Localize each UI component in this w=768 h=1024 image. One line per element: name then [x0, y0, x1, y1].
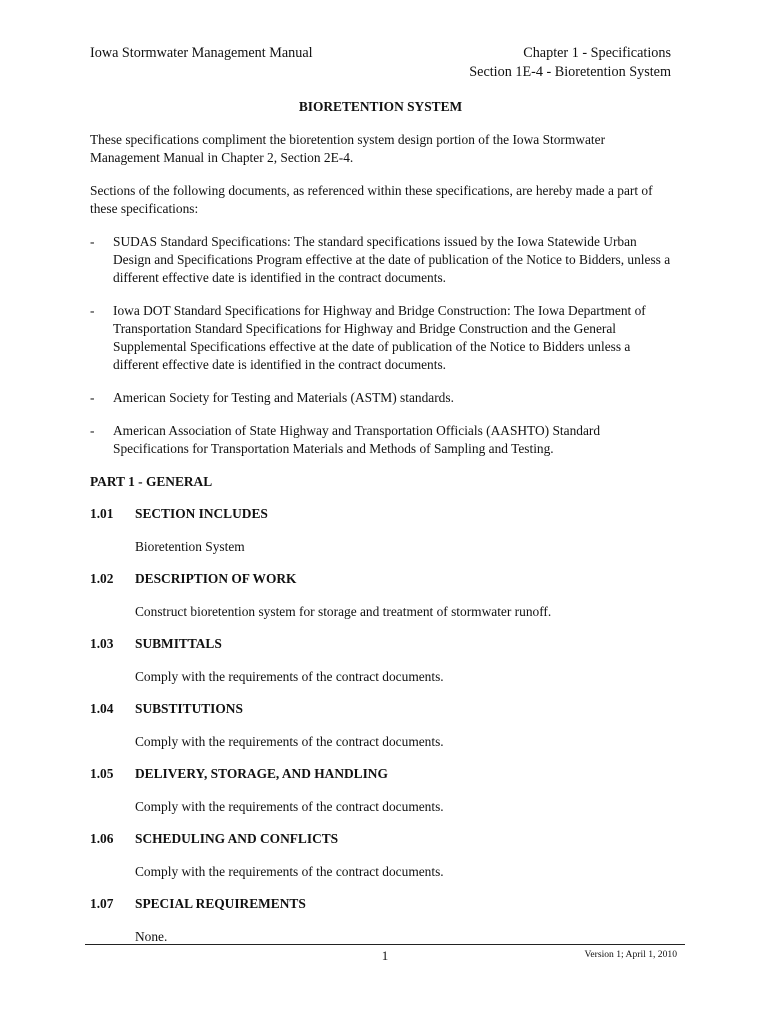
list-item — [90, 389, 671, 407]
intro-paragraph-2: Sections of the following documents, as referenced within these specifications, are hereby made a part of these specifications: — [90, 183, 653, 216]
section-1-03 — [90, 635, 671, 686]
header-manual-title: Iowa Stormwater Management Manual — [90, 45, 313, 61]
document-page — [90, 44, 671, 946]
section-heading — [90, 700, 671, 718]
section-1-04 — [90, 700, 671, 751]
section-number: 1.01 — [90, 506, 114, 521]
section-1-05 — [90, 765, 671, 816]
page-number: 1 — [381, 948, 389, 963]
bullet-dash: - — [90, 390, 95, 405]
running-header — [90, 44, 671, 63]
section-title: DESCRIPTION OF WORK — [135, 571, 297, 586]
section-heading — [90, 830, 671, 848]
bullet-dash: - — [90, 234, 95, 249]
intro-paragraph-1: These specifications compliment the bioretention system design portion of the Iowa Stormwater Management Manual in Chapter 2, Section 2E-4. — [90, 132, 606, 165]
section-body: Comply with the requirements of the contract documents. — [135, 799, 444, 814]
section-1-01 — [90, 505, 671, 556]
list-item-text: SUDAS Standard Specifications: The standard specifications issued by the Iowa Statewide Urban Design and Specifications Program effective at the date of publication of the Notice to Bidders, unless a different effective date is identified in the contract documents. — [113, 234, 671, 285]
section-title: SCHEDULING AND CONFLICTS — [135, 831, 339, 846]
reference-list — [90, 233, 671, 458]
section-heading — [90, 505, 671, 523]
section-1-07 — [90, 895, 671, 946]
section-body: Comply with the requirements of the contract documents. — [135, 669, 444, 684]
section-title: SUBMITTALS — [135, 636, 222, 651]
version-label: Version 1; April 1, 2010 — [584, 949, 677, 960]
list-item-text: American Association of State Highway and Transportation Officials (AASHTO) Standard Specifications for Transportation Materials and Methods of Sampling and Testing. — [113, 423, 601, 456]
section-body: Bioretention System — [135, 539, 245, 554]
section-number: 1.05 — [90, 766, 114, 781]
section-heading — [90, 635, 671, 653]
section-1-06 — [90, 830, 671, 881]
section-body: Construct bioretention system for storage and treatment of stormwater runoff. — [135, 604, 552, 619]
footer-divider — [85, 944, 685, 945]
section-number: 1.06 — [90, 831, 114, 846]
section-body: None. — [135, 929, 168, 944]
section-title: SPECIAL REQUIREMENTS — [135, 896, 306, 911]
section-title: DELIVERY, STORAGE, AND HANDLING — [135, 766, 388, 781]
part-heading: PART 1 - GENERAL — [90, 474, 213, 489]
section-number: 1.07 — [90, 896, 114, 911]
list-item — [90, 422, 671, 458]
section-title: SUBSTITUTIONS — [135, 701, 243, 716]
list-item — [90, 302, 671, 374]
section-number: 1.04 — [90, 701, 114, 716]
header-section: Section 1E-4 - Bioretention System — [469, 64, 671, 80]
section-number: 1.02 — [90, 571, 114, 586]
bullet-dash: - — [90, 303, 95, 318]
section-body: Comply with the requirements of the contract documents. — [135, 734, 444, 749]
section-number: 1.03 — [90, 636, 114, 651]
section-heading — [90, 895, 671, 913]
section-1-02 — [90, 570, 671, 621]
header-chapter: Chapter 1 - Specifications — [523, 45, 671, 61]
section-title: SECTION INCLUDES — [135, 506, 268, 521]
list-item — [90, 233, 671, 287]
list-item-text: American Society for Testing and Materials (ASTM) standards. — [113, 390, 454, 405]
bullet-dash: - — [90, 423, 95, 438]
list-item-text: Iowa DOT Standard Specifications for Highway and Bridge Construction: The Iowa Department of Transportation Standard Specifications for Highway and Bridge Construction and the General Supplemental Specifications effective at the date of publication of the Notice to Bidders unless a different effective date is identified in the contract documents. — [113, 303, 646, 372]
section-body: Comply with the requirements of the contract documents. — [135, 864, 444, 879]
section-heading — [90, 765, 671, 783]
document-title: BIORETENTION SYSTEM — [298, 99, 463, 114]
section-heading — [90, 570, 671, 588]
